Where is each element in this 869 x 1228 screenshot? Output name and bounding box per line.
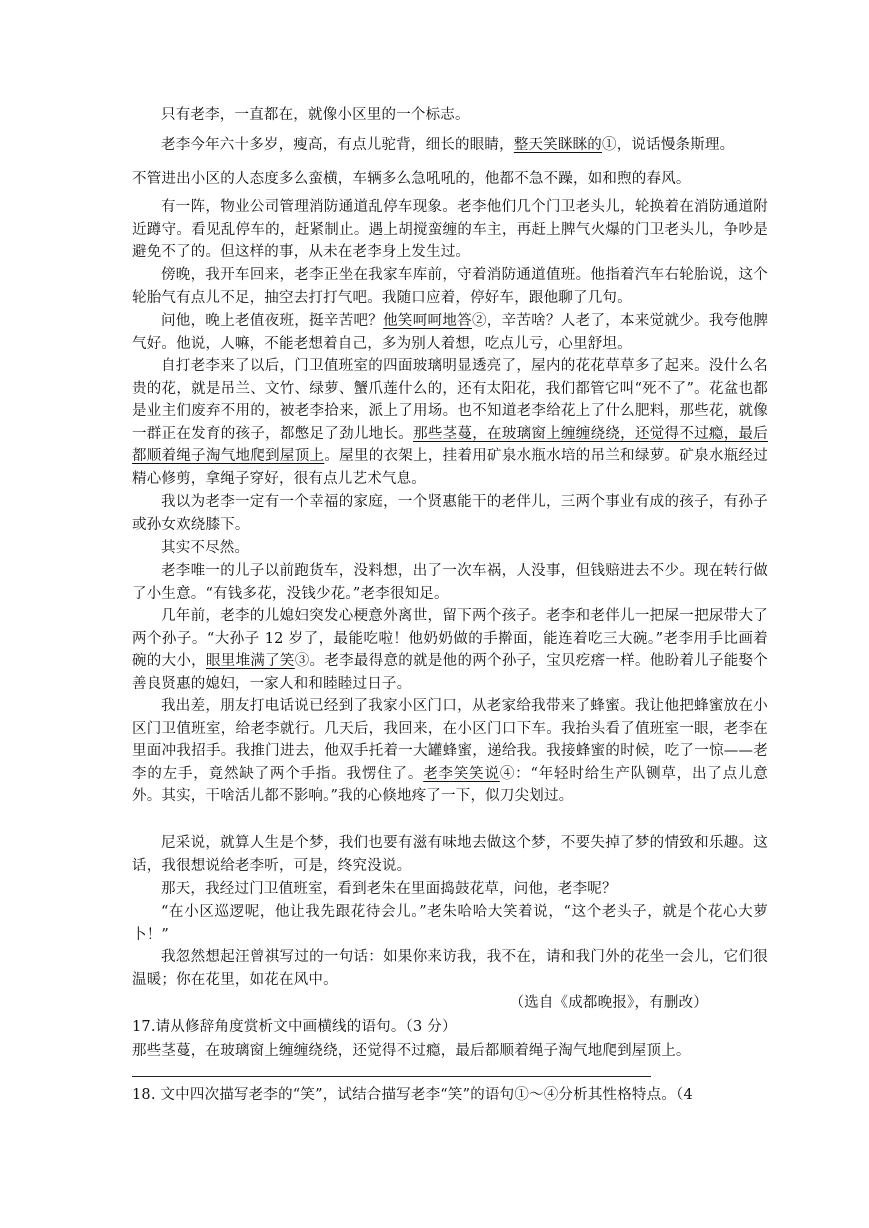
paragraph-4: 傍晚，我开车回来，老李正坐在我家车库前，守着消防通道值班。他指着汽车右轮胎说，这个轮胎气有点儿不足，抽空去打打气吧。我随口应着，停好车，跟他聊了几句。 [132,267,768,306]
answer-line[interactable] [132,1076,651,1077]
text: ④：“年轻时给生产队铡草，出了点儿意外。其实，干啥活儿都不影响。”我的心倏地疼了一下，似刀尖划过。 [132,765,768,804]
paragraph-10 [132,605,768,695]
underlined-sentence: 那些茎蔓，在玻璃窗上缠缠绕绕，还觉得不过瘾，最后都顺着绳子淘气地爬到屋顶上 [132,425,768,464]
source-citation: （选自《成都晚报》，有删改） [509,995,708,1011]
question-17-quote: 那些茎蔓，在玻璃窗上缠缠绕绕，还觉得不过瘾，最后都顺着绳子淘气地爬到屋顶上。 [132,1043,691,1059]
paragraph-2 [132,134,768,157]
paragraph-13: 那天，我经过门卫值班室，看到老朱在里面捣鼓花草，问他，老李呢？ [161,881,617,897]
text: ②，辛苦啥？人老了，本来觉就少。我夸他脾气好。他说，人嘛，不能老想着自己，多为别人着想，吃点儿亏，心里舒坦。 [132,313,769,352]
paragraph-7: 我以为老李一定有一个幸福的家庭，一个贤惠能干的老伴儿，三两个事业有成的孩子，有孙子或孙女欢绕膝下。 [132,494,768,533]
paragraph-15: 我忽然想起汪曾祺写过的一句话：如果你来访我，我不在，请和我门外的花坐一会儿，它们很温暖；你在花里，如花在风中。 [132,949,768,988]
paragraph-1: 只有老李，一直都在，就像小区里的一个标志。 [161,107,470,123]
paragraph-9: 老李唯一的儿子以前跑货车，没料想，出了一次车祸，人没事，但钱赔进去不少。现在转行做了小生意。“有钱多花，没钱少花。”老李很知足。 [132,563,768,602]
text: ③。老李最得意的就是他的两个孙子，宝贝疙瘩一样。他盼着儿子能娶个善良贤惠的媳妇，一家人和和睦睦过日子。 [132,653,769,692]
text: 老李今年六十多岁，瘦高，有点儿驼背，细长的眼睛， [161,137,514,153]
text: 我出差，朋友打电话说已经到了我家小区门口，从老家给我带来了蜂蜜。我让他把蜂蜜放在小区门卫值班室，给老李就行。几天后，我回来，在小区门口下车。我抬头看了值班室一眼，老李在里面冲我招手。我推门进去，他双手托着一大罐蜂蜜，递给我。我接蜂蜜的时候，吃了一惊——老李的左手，竟然缺了两个手指。我愣住了。 [132,698,768,782]
text: 。屋里的衣架上，挂着用矿泉水瓶水培的吊兰和绿萝。矿泉水瓶经过精心修剪，拿绳子穿好，很有点儿艺术气息。 [132,448,768,487]
underlined-phrase-4: 老李笑笑说 [423,765,500,782]
paragraph-12: 尼采说，就算人生是个梦，我们也要有滋有味地去做这个梦，不要失掉了梦的情致和乐趣。这话，我很想说给老李听，可是，终究没说。 [132,835,768,874]
paragraph-11 [132,695,768,808]
question-17: 17.请从修辞角度赏析文中画横线的语句。（3 分） [132,1019,457,1035]
underlined-phrase-3: 眼里堆满了笑 [205,653,295,669]
question-18: 18. 文中四次描写老李的“笑”，试结合描写老李“笑”的语句①～④分析其性格特点。（4 [132,1087,693,1103]
paragraph-14: “在小区巡逻呢，他让我先跟花待会儿。”老朱哈哈大笑着说，“这个老头子，就是个花心大萝卜！” [132,904,768,943]
paragraph-2-continued: 不管进出小区的人态度多么蛮横，车辆多么急吼吼的，他都不急不躁，如和煦的春风。 [132,171,691,187]
text: 自打老李来了以后，门卫值班室的四面玻璃明显透亮了，屋内的花花草草多了起来。没什么名贵的花，就是吊兰、文竹、绿萝、蟹爪莲什么的，还有太阳花，我们都管它叫“死不了”。花盆也都是业主们废弃不用的，被老李拾来，派上了用场。也不知道老李给花上了什么肥料，那些花，就像一群正在发育的孩子，都憋足了劲儿地长。 [132,358,768,442]
underlined-phrase-2: 他笑呵呵地答 [383,313,472,329]
text: 几年前，老李的儿媳妇突发心梗意外离世，留下两个孩子。老李和老伴儿一把屎一把尿带大了两个孙子。“大孙子 12 岁了，最能吃啦！他奶奶做的手擀面，能连着吃三大碗。”老李用手比画着碗的大小， [132,608,768,669]
paragraph-8: 其实不尽然。 [161,540,250,556]
paragraph-5 [132,310,768,355]
text: ①，说话慢条斯理。 [602,137,735,153]
paragraph-6 [132,355,768,490]
paragraph-3: 有一阵，物业公司管理消防通道乱停车现象。老李他们几个门卫老头儿，轮换着在消防通道附近蹲守。看见乱停车的，赶紧制止。遇上胡搅蛮缠的车主，再赶上脾气火爆的门卫老头儿，争吵是避免不了的。但这样的事，从未在老李身上发生过。 [132,199,768,260]
underlined-phrase-1: 整天笑眯眯的 [513,137,603,153]
text: 问他，晚上老值夜班，挺辛苦吧？ [161,313,384,329]
